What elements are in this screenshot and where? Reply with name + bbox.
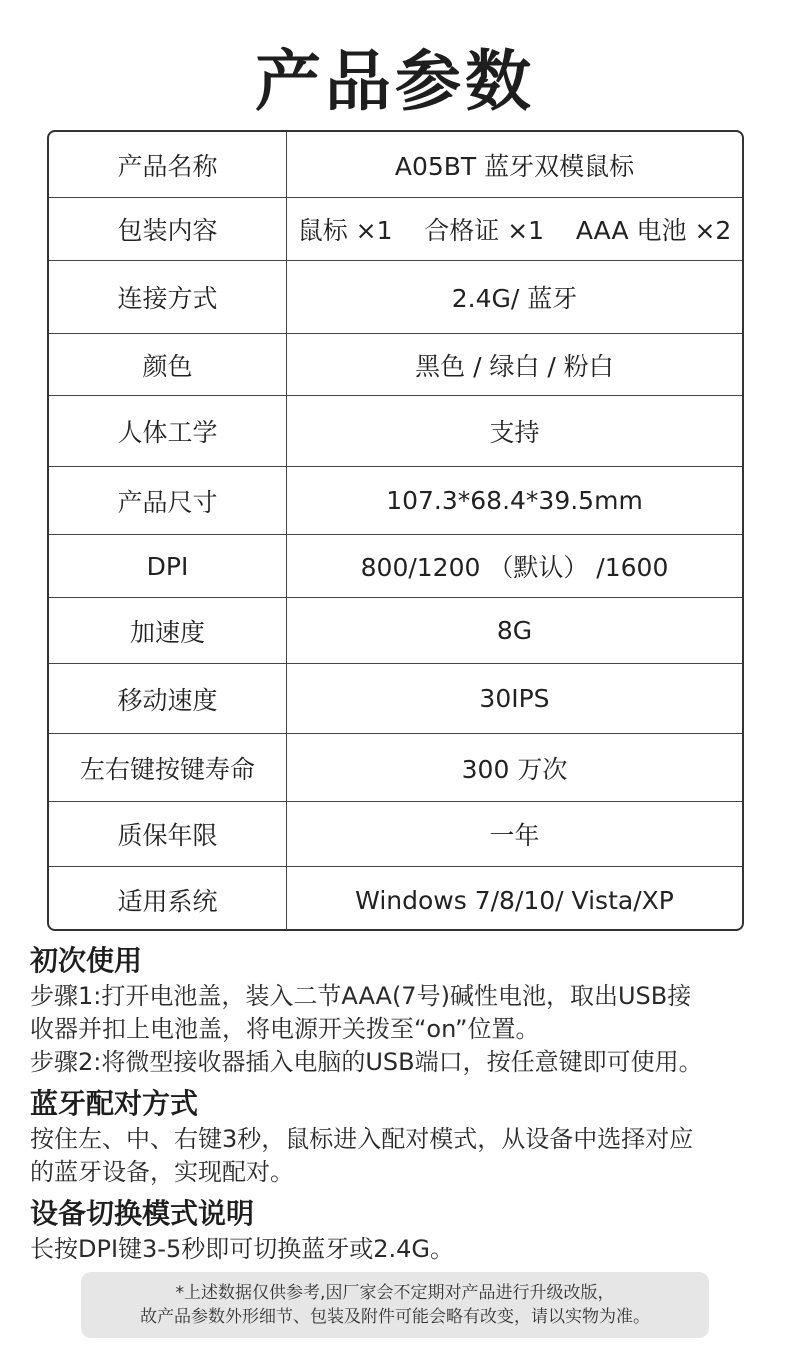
spec-row-color bbox=[49, 333, 742, 395]
bt-pairing-line: 的蓝牙设备，实现配对。 bbox=[30, 1158, 294, 1186]
spec-value: 鼠标 ×1 合格证 ×1 AAA 电池 ×2 bbox=[297, 216, 732, 245]
spec-label: 适用系统 bbox=[49, 867, 287, 931]
spec-row-connection bbox=[49, 260, 742, 333]
bt-pairing-section bbox=[30, 1085, 770, 1189]
spec-value: 支持 bbox=[489, 418, 540, 447]
first-use-line: 步骤2:将微型接收器插入电脑的USB端口，按任意键即可使用。 bbox=[30, 1048, 703, 1076]
spec-value: 300 万次 bbox=[461, 754, 568, 784]
spec-row-dpi bbox=[49, 534, 742, 597]
spec-label: 移动速度 bbox=[49, 664, 287, 733]
page-title: 产品参数 bbox=[255, 43, 535, 120]
disclaimer-note bbox=[81, 1272, 709, 1338]
spec-row-ergonomics bbox=[49, 395, 742, 466]
spec-value: 800/1200 （默认） /1600 bbox=[360, 553, 669, 582]
spec-row-button-lifespan bbox=[49, 733, 742, 801]
spec-value: 8G bbox=[496, 616, 533, 645]
first-use-heading: 初次使用 bbox=[30, 944, 143, 977]
spec-label: 颜色 bbox=[49, 334, 287, 395]
spec-row-warranty bbox=[49, 801, 742, 866]
spec-value: 一年 bbox=[489, 821, 540, 850]
spec-value: A05BT 蓝牙双模鼠标 bbox=[394, 151, 635, 181]
spec-label: 产品名称 bbox=[49, 132, 287, 197]
spec-value: 2.4G/ 蓝牙 bbox=[451, 284, 578, 313]
spec-value: 30IPS bbox=[479, 684, 550, 713]
spec-label: 人体工学 bbox=[49, 396, 287, 466]
bt-pairing-heading: 蓝牙配对方式 bbox=[30, 1087, 199, 1120]
spec-label: 质保年限 bbox=[49, 802, 287, 866]
spec-row-product-name bbox=[49, 132, 742, 197]
spec-row-package-contents bbox=[49, 197, 742, 260]
spec-label: 产品尺寸 bbox=[49, 467, 287, 534]
switch-mode-section bbox=[30, 1195, 770, 1266]
bt-pairing-line: 按住左、中、右键3秒，鼠标进入配对模式，从设备中选择对应 bbox=[30, 1125, 694, 1153]
spec-table bbox=[47, 130, 744, 931]
spec-value: 107.3*68.4*39.5mm bbox=[386, 486, 643, 515]
switch-mode-heading: 设备切换模式说明 bbox=[30, 1197, 255, 1230]
spec-row-tracking-speed bbox=[49, 663, 742, 733]
switch-mode-line: 长按DPI键3-5秒即可切换蓝牙或2.4G。 bbox=[30, 1235, 454, 1263]
spec-label: 加速度 bbox=[49, 598, 287, 663]
first-use-line: 步骤1:打开电池盖，装入二节AAA(7号)碱性电池，取出USB接 bbox=[30, 982, 692, 1010]
disclaimer-line: 故产品参数外形细节、包装及附件可能会略有改变，请以实物为准。 bbox=[140, 1307, 650, 1327]
spec-row-compatible-os bbox=[49, 866, 742, 931]
spec-value: 黑色 / 绿白 / 粉白 bbox=[415, 351, 614, 381]
first-use-line: 收器并扣上电池盖，将电源开关拨至“on”位置。 bbox=[30, 1015, 540, 1043]
spec-row-dimensions bbox=[49, 466, 742, 534]
spec-value: Windows 7/8/10/ Vista/XP bbox=[355, 885, 674, 915]
spec-label: 包装内容 bbox=[49, 198, 287, 260]
spec-label: DPI bbox=[49, 535, 287, 597]
first-use-section bbox=[30, 942, 770, 1079]
spec-label: 连接方式 bbox=[49, 261, 287, 333]
spec-row-acceleration bbox=[49, 597, 742, 663]
disclaimer-line: *上述数据仅供参考,因厂家会不定期对产品进行升级改版， bbox=[175, 1283, 615, 1303]
spec-label: 左右键按键寿命 bbox=[49, 734, 287, 801]
